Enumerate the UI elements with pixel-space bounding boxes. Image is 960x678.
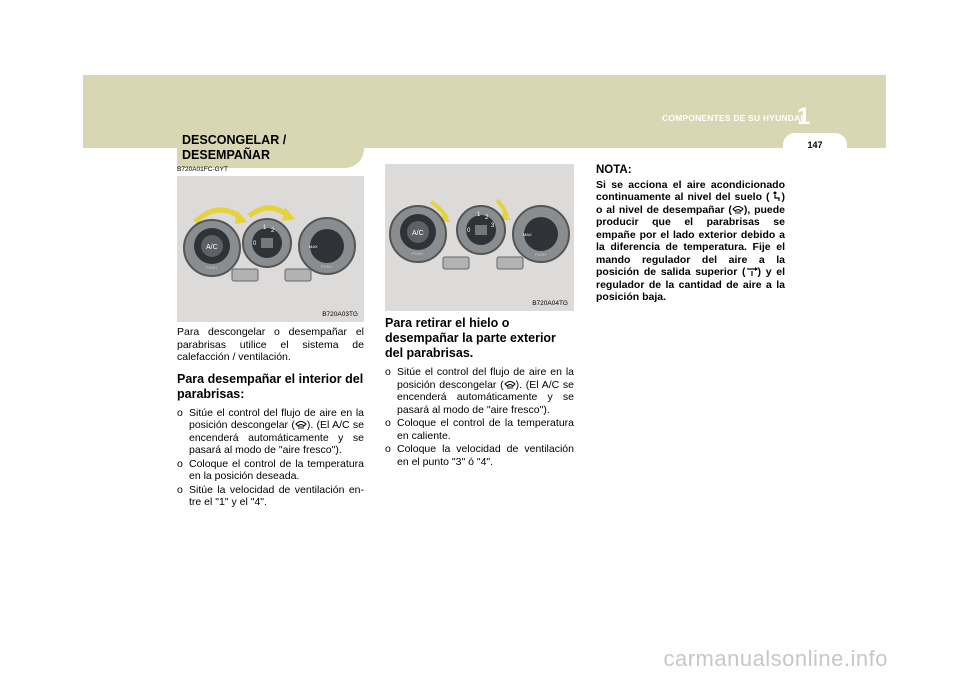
climate-panel-photo-right xyxy=(385,164,574,311)
climate-panel-photo-left xyxy=(177,176,364,322)
list-item: o Sitúe la velocidad de ventilación en-tre el "1" y el "4". xyxy=(177,483,364,508)
note-body: Si se acciona el aire acondicionado continuamente al nivel del suelo ( ) o al nivel de desempañar ( ), puede producir que el parabrisas se empañe por el lado exterior debido a la diferencia de temperatura. Fije el mando regulador del aire a la posición de salida superior ( ) y el regulador de la cantidad de aire a la posición baja. xyxy=(596,178,785,303)
recirculation-button xyxy=(285,269,311,281)
exterior-defrost-list xyxy=(385,366,574,468)
floor-vent-icon xyxy=(770,191,782,202)
column-1 xyxy=(177,326,364,510)
chapter-number: 1 xyxy=(797,103,811,130)
fan-speed-tick: 2 xyxy=(485,215,489,221)
heading-interior-defog: Para desempañar el interior del parabrisas: xyxy=(177,371,364,401)
figure-label-left: B720A03TG xyxy=(322,311,358,318)
list-item: o Sitúe el control del flujo de aire en la posición descongelar ( ). (El A/C se encenderá automáticamente y se pasará al modo de "aire fresco"). xyxy=(177,406,365,456)
fan-icon xyxy=(261,238,273,248)
note-title: NOTA: xyxy=(596,164,632,176)
bullet: o xyxy=(177,457,183,470)
column-3-note xyxy=(596,164,785,304)
defrost-icon xyxy=(295,419,307,430)
push-label: PUSH xyxy=(535,252,547,257)
climate-panel-illustration xyxy=(177,176,364,322)
intro-paragraph: Para descongelar o desempañar el parabrisas utilice el sistema de calefacción / ventilación. xyxy=(177,326,364,363)
section-code: B720A01FC-GYT xyxy=(177,166,228,173)
push-label: PUSH xyxy=(321,264,333,269)
list-item: o Sitúe el control del flujo de aire en la posición descongelar ( ). (El A/C se encenderá automáticamente y se pasará al modo de "aire fresco"). xyxy=(385,366,575,416)
push-label: PUSH xyxy=(412,251,424,256)
max-label: MAX xyxy=(523,232,532,237)
arrow-head-icon xyxy=(282,207,295,221)
fan-speed-tick: 1 xyxy=(477,212,481,218)
ac-knob-label: A/C xyxy=(412,230,424,237)
section-title-line1: DESCONGELAR / xyxy=(182,133,287,147)
section-title-line2: DESEMPAÑAR xyxy=(182,148,270,162)
bullet: o xyxy=(385,366,391,378)
bullet: o xyxy=(385,443,391,455)
fan-speed-tick: 0 xyxy=(467,228,471,234)
list-item: o Coloque el control de la temperatura en la posición deseada. xyxy=(177,457,364,482)
running-head: COMPONENTES DE SU HYUNDAI xyxy=(661,113,803,123)
footer-watermark: carmanualsonline.info xyxy=(663,646,888,671)
rear-defrost-button xyxy=(443,257,469,269)
interior-defog-list xyxy=(177,407,364,509)
page-number: 147 xyxy=(807,140,823,150)
fan-speed-tick: 2 xyxy=(271,228,275,234)
push-label: PUSH xyxy=(206,265,218,270)
rotate-arrow-icon xyxy=(249,208,289,216)
arrow-head-icon xyxy=(235,210,247,224)
bullet: o xyxy=(177,406,183,419)
fan-icon xyxy=(475,225,487,235)
max-label: MAX xyxy=(309,244,318,249)
rear-defrost-button xyxy=(232,269,258,281)
section-title xyxy=(182,133,286,163)
heading-exterior-defrost: Para retirar el hielo o desempañar la parte exterior del parabrisas. xyxy=(385,316,556,360)
recirculation-button xyxy=(497,257,523,269)
column-2 xyxy=(385,308,574,469)
figure-label-right: B720A04TG xyxy=(532,300,568,307)
fan-speed-tick: 0 xyxy=(253,241,257,247)
ac-knob-label: A/C xyxy=(206,244,218,251)
list-item: o Coloque el control de la temperatura en caliente. xyxy=(385,417,574,442)
defrost-icon xyxy=(504,379,516,390)
list-item: o Coloque la velocidad de ventilación en el punto "3" ó "4". xyxy=(385,443,574,468)
bullet: o xyxy=(385,417,391,429)
fan-speed-tick: 3 xyxy=(491,223,495,229)
face-vent-icon xyxy=(746,266,758,277)
climate-panel-illustration xyxy=(385,164,574,311)
bullet: o xyxy=(177,483,183,496)
fan-speed-tick: 1 xyxy=(263,225,267,231)
defrost-icon xyxy=(732,204,744,215)
